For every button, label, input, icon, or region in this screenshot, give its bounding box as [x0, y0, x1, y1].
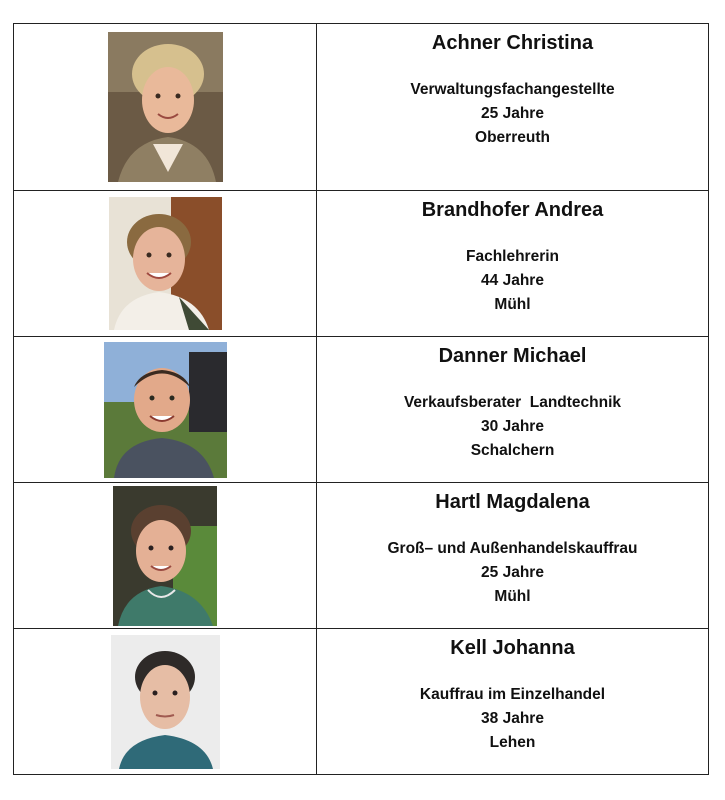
- person-profession: Verkaufsberater Landtechnik: [403, 394, 622, 411]
- info-cell: [317, 191, 709, 337]
- person-profession: Verwaltungsfachangestellte: [410, 81, 615, 98]
- table-row: [14, 24, 709, 191]
- person-profession: Groß– und Außenhandelskauffrau: [387, 540, 638, 557]
- person-age: 44 Jahre: [481, 272, 544, 289]
- person-age: 30 Jahre: [481, 418, 544, 435]
- photo-cell: [14, 191, 317, 337]
- person-age: 25 Jahre: [481, 564, 544, 581]
- info-cell: [317, 483, 709, 629]
- table-row: [14, 483, 709, 629]
- photo-cell: [14, 337, 317, 483]
- info-cell: [317, 629, 709, 775]
- portrait-photo: [111, 635, 220, 769]
- candidates-table: [13, 23, 709, 775]
- table-row: [14, 337, 709, 483]
- person-place: Mühl: [494, 296, 531, 313]
- person-profession: Fachlehrerin: [465, 248, 560, 265]
- person-name: Brandhofer Andrea: [421, 199, 604, 221]
- portrait-photo: [108, 32, 223, 182]
- person-age: 38 Jahre: [481, 710, 544, 727]
- info-cell: [317, 24, 709, 191]
- photo-cell: [14, 629, 317, 775]
- person-place: Schalchern: [470, 442, 555, 459]
- person-age: 25 Jahre: [481, 105, 544, 122]
- photo-cell: [14, 483, 317, 629]
- table-row: [14, 191, 709, 337]
- portrait-photo: [113, 486, 217, 626]
- person-place: Oberreuth: [475, 129, 550, 146]
- photo-cell: [14, 24, 317, 191]
- person-place: Mühl: [494, 588, 531, 605]
- person-name: Hartl Magdalena: [435, 491, 590, 513]
- person-place: Lehen: [489, 734, 536, 751]
- person-profession: Kauffrau im Einzelhandel: [419, 686, 606, 703]
- person-name: Achner Christina: [431, 32, 594, 54]
- person-name: Danner Michael: [438, 345, 587, 367]
- person-name: Kell Johanna: [450, 637, 575, 659]
- info-cell: [317, 337, 709, 483]
- table-row: [14, 629, 709, 775]
- portrait-photo: [104, 342, 227, 478]
- portrait-photo: [109, 197, 222, 330]
